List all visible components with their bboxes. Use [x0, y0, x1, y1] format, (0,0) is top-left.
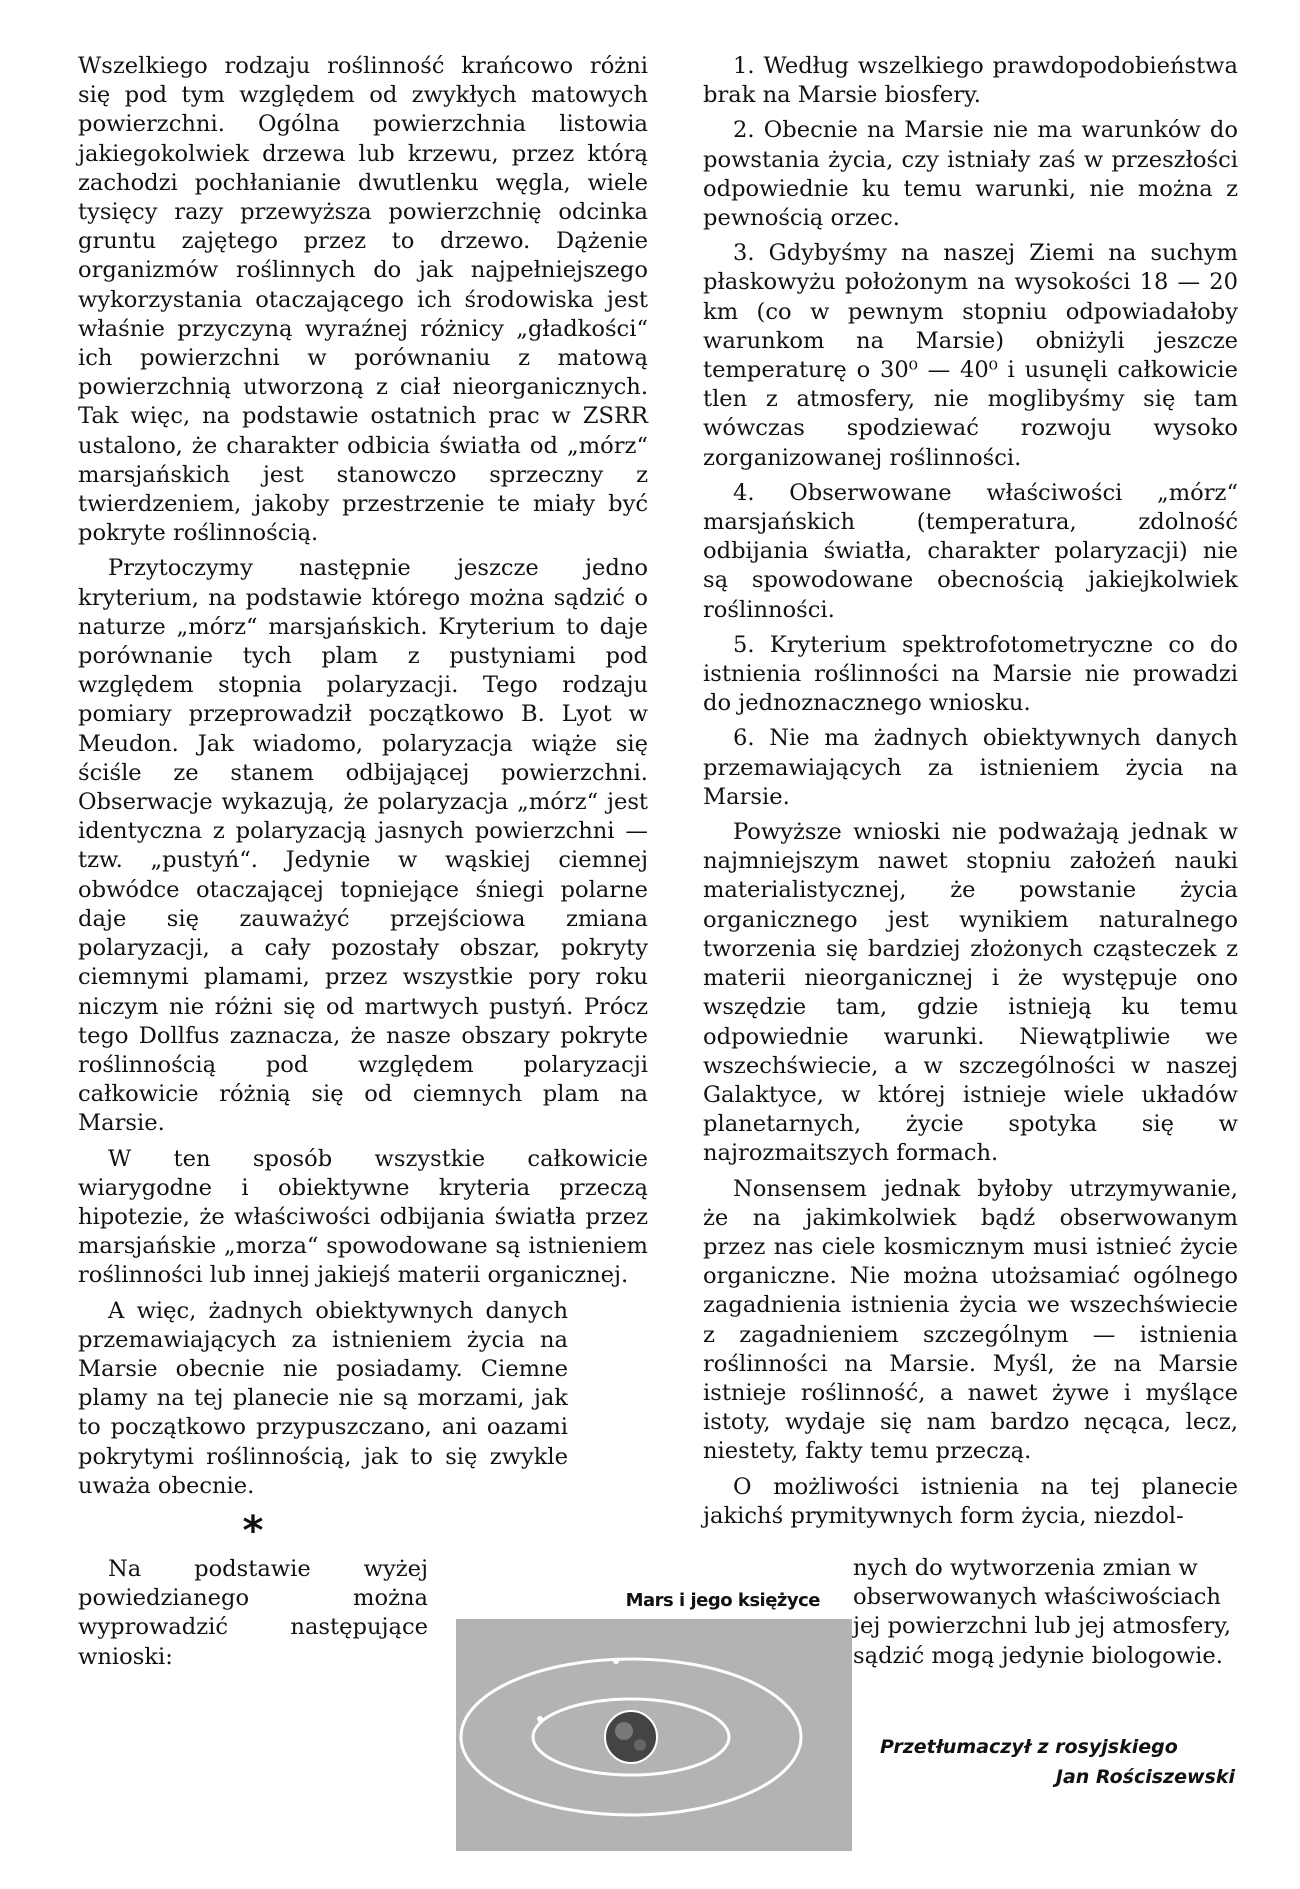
- paragraph: O możliwości istnienia na tej planecie jakichś prymitywnych form życia, niezdol-: [703, 1473, 1238, 1529]
- left-column: [78, 52, 648, 1678]
- translator-note: Przetłumaczył z rosyjskiego: [880, 1736, 1178, 1758]
- translator-credit: [880, 1732, 1235, 1792]
- figure: [456, 1590, 852, 1851]
- mars-orbits-illustration: [456, 1619, 852, 1851]
- paragraph-continuation: nych do wytworzenia zmian w obserwowanych właściwościach jej powierzchni lub jej atmosfery, sądzić mogą jedynie biologowie.: [853, 1555, 1232, 1669]
- right-column: [703, 52, 1238, 1537]
- conclusion-item: 6. Nie ma żadnych obiektywnych danych przemawiających za istnieniem życia na Marsie.: [703, 725, 1238, 810]
- paragraph: Przytoczymy następnie jeszcze jedno kryterium, na podstawie którego można sądzić o naturze „mórz“ marsjańskich. Kryterium to daje porównanie tych plam z pustyniami pod względem stopnia polaryzacji. Tego rodzaju pomiary przeprowadził początkowo B. Lyot w Meudon. Jak wiadomo, polaryzacja wiąże się ściśle ze stanem odbijającej powierzchni. Obserwacje wykazują, że polaryzacja „mórz“ jest identyczna z polaryzacją jasnych powierzchni — tzw. „pustyń“. Jedynie w wąskiej ciemnej obwódce otaczającej topniejące śniegi polarne daje się zauważyć przejściowa zmiana polaryzacji, a cały pozostały obszar, pokryty ciemnymi plamami, przez wszystkie pory roku niczym nie różni się od martwych pustyń. Prócz tego Dollfus zaznacza, że nasze obszary pokryte roślinnością pod względem polaryzacji całkowicie różnią się od ciemnych plam na Marsie.: [78, 555, 648, 1137]
- paragraph: W ten sposób wszystkie całkowicie wiarygodne i obiektywne kryteria przeczą hipotezie, że właściwości odbijania światła przez marsjańskie „morza“ spowodowane są istnieniem roślinności lub innej jakiejś materii organicznej.: [78, 1145, 648, 1289]
- conclusion-item: 1. Według wszelkiego prawdopodobieństwa brak na Marsie biosfery.: [703, 53, 1238, 109]
- paragraph: A więc, żadnych obiektywnych danych przemawiających za istnieniem życia na Marsie obecnie nie posiadamy. Ciemne plamy na tej planecie nie są morzami, jak to początkowo przypuszczano, ani oazami pokrytymi roślinnością, jak to się zwykle uważa obecnie.: [78, 1297, 568, 1499]
- right-column-tail: [853, 1554, 1238, 1677]
- paragraph: Na podstawie wyżej powiedzianego można wyprowadzić następujące wnioski:: [78, 1555, 428, 1670]
- figure-caption: Mars i jego księżyce: [625, 1590, 820, 1611]
- conclusion-item: 5. Kryterium spektrofotometryczne co do istnienia roślinności na Marsie nie prowadzi do jednoznacznego wniosku.: [703, 631, 1238, 717]
- conclusion-item: 3. Gdybyśmy na naszej Ziemi na suchym płaskowyżu położonym na wysokości 18 — 20 km (co w pewnym stopniu odpowiadałoby warunkom na Marsie) obniżyli jeszcze temperaturę o 30⁰ — 40⁰ i usunęli całkowicie tlen z atmosfery, nie moglibyśmy się tam wówczas spodziewać rozwoju wysoko zorganizowanej roślinności.: [703, 240, 1238, 471]
- conclusion-item: 2. Obecnie na Marsie nie ma warunków do powstania życia, czy istniały zaś w przeszłości odpowiednie ku temu warunki, nie można z pewnością orzec.: [703, 117, 1238, 232]
- paragraph: Powyższe wnioski nie podważają jednak w najmniejszym nawet stopniu założeń nauki materialistycznej, że powstanie życia organicznego jest wynikiem naturalnego tworzenia się bardziej złożonych cząsteczek z materii nieorganicznej i że występuje ono wszędzie tam, gdzie istnieją ku temu odpowiednie warunki. Niewątpliwie we wszechświecie, a w szczególności w naszej Galaktyce, w której istnieje wiele układów planetarnych, życie spotyka się w najrozmaitszych formach.: [703, 819, 1238, 1167]
- paragraph: Wszelkiego rodzaju roślinność krańcowo różni się pod tym względem od zwykłych matowych powierzchni. Ogólna powierzchnia listowia jakiegokolwiek drzewa lub krzewu, przez którą zachodzi pochłanianie dwutlenku węgla, wiele tysięcy razy przewyższa powierzchnię odcinka gruntu zajętego przez to drzewo. Dążenie organizmów roślinnych do jak najpełniejszego wykorzystania otaczającego ich środowiska jest właśnie przyczyną wyraźnej różnicy „gładkości“ ich powierzchni w porównaniu z matową powierzchnią utworzoną z ciał nieorganicznych. Tak więc, na podstawie ostatnich prac w ZSRR ustalono, że charakter odbicia światła od „mórz“ marsjańskich jest stanowczo sprzeczny z twierdzeniem, jakoby przestrzenie te miały być pokryte roślinnością.: [78, 53, 648, 547]
- section-separator: *: [242, 1507, 264, 1554]
- left-column-tail: [78, 1509, 428, 1672]
- translator-name: Jan Rościszewski: [1055, 1766, 1235, 1788]
- paragraph: Nonsensem jednak byłoby utrzymywanie, że na jakimkolwiek bądź obserwowanym przez nas ciele kosmicznym musi istnieć życie organiczne. Nie można utożsamiać ogólnego zagadnienia istnienia życia we wszechświecie z zagadnieniem szczególnym — istnienia roślinności na Marsie. Myśl, że na Marsie istnieje roślinność, a nawet żywe i myślące istoty, wydaje się nam bardzo nęcąca, lecz, niestety, fakty temu przeczą.: [703, 1175, 1238, 1465]
- conclusion-item: 4. Obserwowane właściwości „mórz“ marsjańskich (temperatura, zdolność odbijania światła, charakter polaryzacji) nie są spowodowane obecnością jakiejkolwiek roślinności.: [703, 479, 1238, 623]
